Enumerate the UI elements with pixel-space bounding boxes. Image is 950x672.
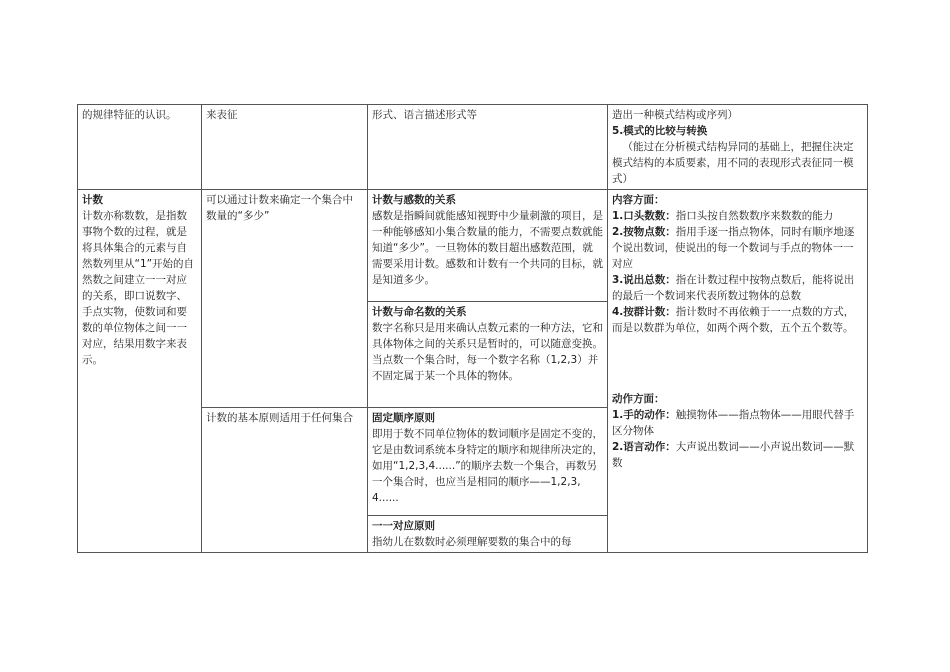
cell-sub3 xyxy=(368,408,608,516)
section-body: 感数是指瞬间就能感知视野中少量刺激的项目，是一种能够感知小集合数量的能力，不需要点数就能知道“多少”。一旦物体的数目超出感数范围，就需要采用计数。感数和计数有一个共同的目标，就是知道多少。 xyxy=(372,210,603,286)
content-item-4: 4.按群计数：指计数时不再依赖于一一点数的方式，而是以数群为单位，如两个两个数，五个五个数等。 xyxy=(612,306,855,334)
section-heading: 计数与命名数的关系 xyxy=(372,306,467,318)
text-line: 造出一种模式结构或序列） xyxy=(612,109,738,121)
cell-sub2 xyxy=(368,302,608,408)
section-body: 计数亦称数数，是指数事物个数的过程，就是将具体集合的元素与自然数列里从“1”开始的自然数之间建立一一对应的关系，即口说数字、手点实物，使数词和要数的单位物体之间一一对应，结果用数字来表示。 xyxy=(82,210,195,366)
cell-content-aspect xyxy=(608,190,868,516)
content-item-1: 1.口头数数：指口头按自然数数序来数数的能力 xyxy=(612,210,834,222)
section-body: 数字名称只是用来确认点数元素的一种方法，它和具体物体之间的关系只是暂时的，可以随意变换。当点数一个集合时，每一个数字名称（1,2,3）并不固定属于某一个具体的物体。 xyxy=(372,322,603,382)
table-row xyxy=(78,105,868,190)
section-heading: 内容方面： xyxy=(612,194,665,206)
section-heading: 动作方面： xyxy=(612,393,665,405)
section-body: 指幼儿在数数时必须理解要数的集合中的每 xyxy=(372,536,572,548)
action-item-1: 1.手的动作：触摸物体——指点物体——用眼代替手区分物体 xyxy=(612,409,855,437)
cell-col4-top xyxy=(608,105,868,190)
content-item-2: 2.按物点数：指用手逐一指点物体，同时有顺序地逐个说出数词，使说出的每一个数词与手点的物体一一对应 xyxy=(612,226,855,270)
section-heading: 固定顺序原则 xyxy=(372,412,435,424)
cell-sub1 xyxy=(368,190,608,302)
table-row xyxy=(78,190,868,302)
section-heading: 一一对应原则 xyxy=(372,520,435,532)
section-heading: 计数与感数的关系 xyxy=(372,194,456,206)
cell-counting-definition xyxy=(78,190,202,553)
action-item-2: 2.语言动作：大声说出数词——小声说出数词——默数 xyxy=(612,441,855,469)
section-body: （能过在分析模式结构异同的基础上，把握住决定模式结构的本质要素，用不同的表现形式表征同一模式） xyxy=(612,141,854,185)
content-table xyxy=(77,104,868,553)
spacer xyxy=(612,336,863,391)
content-item-3: 3.说出总数：指在计数过程中按物点数后，能将说出的最后一个数词来代表所数过物体的总数 xyxy=(612,274,855,302)
cell-col1-top: 的规律特征的认识。 xyxy=(78,105,202,190)
section-heading: 计数 xyxy=(82,194,103,206)
cell-principle-note: 计数的基本原则适用于任何集合 xyxy=(202,408,368,553)
section-body: 即用于数不同单位物体的数词顺序是固定不变的，它是由数词系统本身特定的顺序和规律所决定的，如用“1,2,3,4......”的顺序去数一个集合，再数另一个集合时，也应当是相同的顺序——1,2,3,4...... xyxy=(372,428,603,504)
cell-col3-top: 形式、语言描述形式等 xyxy=(368,105,608,190)
cell-col2-top: 来表征 xyxy=(202,105,368,190)
cell-sub4 xyxy=(368,516,608,553)
section-heading: 5.模式的比较与转换 xyxy=(612,125,708,137)
cell-quantity-note: 可以通过计数来确定一个集合中数量的“多少” xyxy=(202,190,368,408)
cell-content-aspect-end xyxy=(608,516,868,553)
